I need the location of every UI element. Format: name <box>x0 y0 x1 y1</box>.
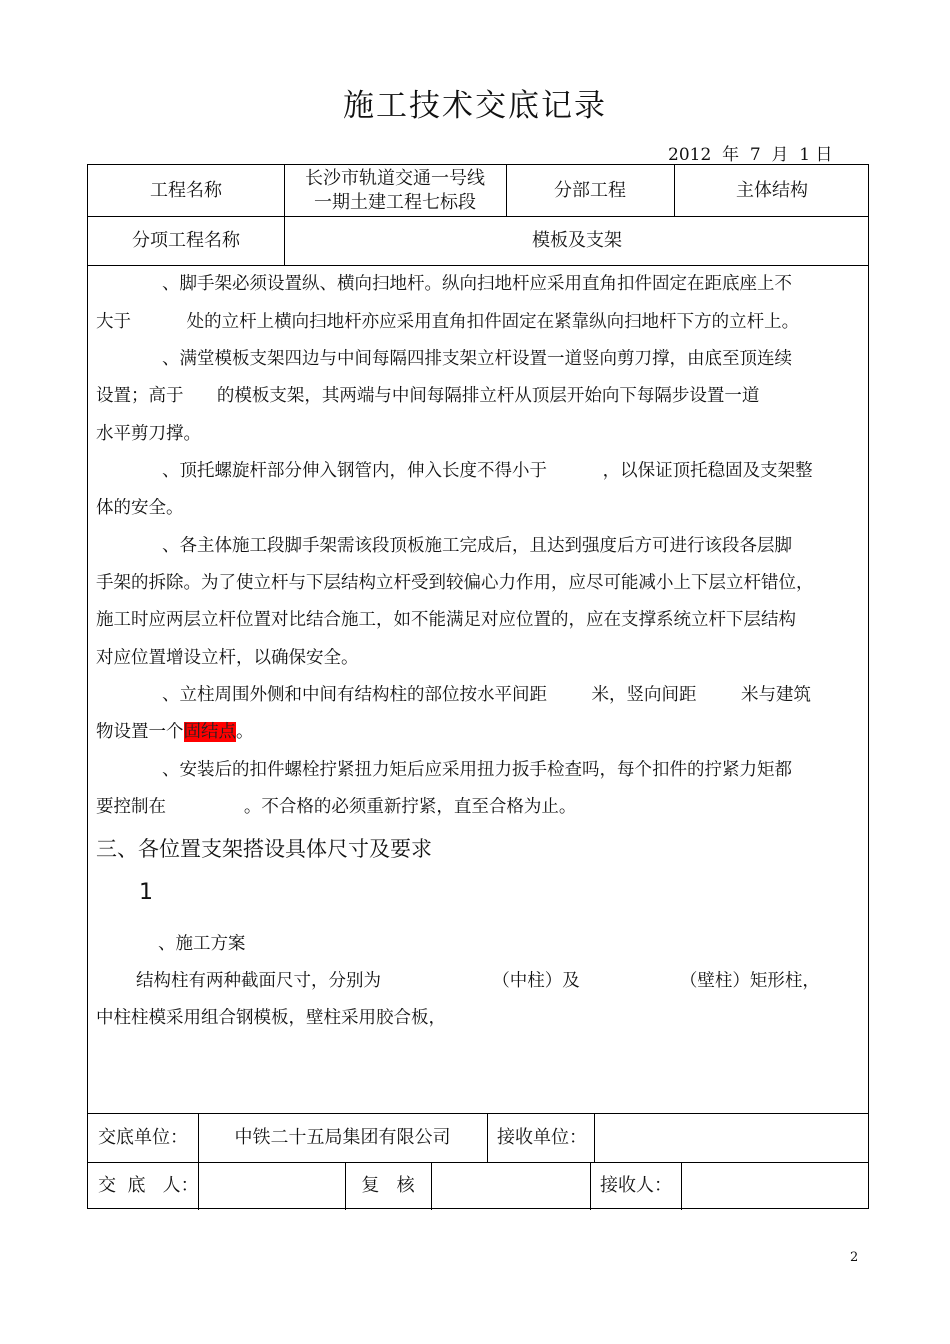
body-line-with-highlight <box>96 720 254 744</box>
text-before-highlight: 物设置一个 <box>96 722 184 742</box>
body-line: 施工时应两层立杆位置对比结合施工，如不能满足对应位置的，应在支撑系统立杆下层结构 <box>96 610 796 630</box>
plan-heading: 、施工方案 <box>158 934 246 954</box>
body-line: 设置；高于 的模板支架，其两端与中间每隔排立杆从顶层开始向下每隔步设置一道 <box>96 386 760 406</box>
review-label: 复 核 <box>361 1175 415 1196</box>
subitem-value: 模板及支架 <box>532 229 622 251</box>
body-line: 手架的拆除。为了使立杆与下层结构立杆受到较偏心力作用，应尽可能减小上下层立杆错位， <box>96 573 814 593</box>
issuer-value: 中铁二十五局集团有限公司 <box>234 1126 451 1148</box>
highlighted-text: 固结点 <box>183 722 236 742</box>
discloser-value[interactable] <box>198 1162 345 1210</box>
body-line: 对应位置增设立杆，以确保安全。 <box>96 648 359 668</box>
section-heading: 三、各位置支架搭设具体尺寸及要求 <box>96 837 432 861</box>
division-value: 主体结构 <box>736 179 808 201</box>
division-label: 分部工程 <box>554 179 626 201</box>
review-value[interactable] <box>431 1162 590 1210</box>
body-line: 水平剪刀撑。 <box>96 424 201 444</box>
discloser-label: 交 底 人： <box>98 1175 199 1196</box>
issuer-label: 交底单位： <box>98 1126 188 1148</box>
record-date: 2012 年 7 月 1 日 <box>668 145 833 165</box>
page-title: 施工技术交底记录 <box>343 88 607 124</box>
body-line: 、安装后的扣件螺栓拧紧扭力矩后应采用扭力扳手检查吗，每个扣件的拧紧力矩都 <box>162 760 792 780</box>
body-line: 体的安全。 <box>96 498 184 518</box>
receiver-value[interactable] <box>681 1162 870 1210</box>
project-name-value <box>284 165 506 216</box>
plan-line: 中柱柱模采用组合钢模板，壁柱采用胶合板， <box>96 1008 446 1028</box>
receiver-unit-value[interactable] <box>594 1113 870 1162</box>
text-after-highlight: 。 <box>236 722 254 742</box>
body-line: 、各主体施工段脚手架需该段顶板施工完成后，且达到强度后方可进行该段各层脚 <box>162 536 792 556</box>
body-line: 、立柱周围外侧和中间有结构柱的部位按水平间距 米，竖向间距 米与建筑 <box>162 685 812 705</box>
project-name-label: 工程名称 <box>150 179 222 201</box>
body-line: 、脚手架必须设置纵、横向扫地杆。纵向扫地杆应采用直角扣件固定在距底座上不 <box>162 274 792 294</box>
project-name-line-2: 一期土建工程七标段 <box>314 191 476 213</box>
section-number: 1 <box>139 880 153 905</box>
body-line: 要控制在 。不合格的必须重新拧紧，直至合格为止。 <box>96 797 577 817</box>
body-line: 、满堂模板支架四边与中间每隔四排支架立杆设置一道竖向剪刀撑，由底至顶连续 <box>162 349 792 369</box>
page-number: 2 <box>850 1250 859 1265</box>
project-name-line-1: 长沙市轨道交通一号线 <box>305 167 485 189</box>
row-divider <box>88 265 868 266</box>
plan-line: 结构柱有两种截面尺寸，分别为 （中柱）及 （壁柱）矩形柱， <box>136 971 820 991</box>
body-line: 大于 处的立杆上横向扫地杆亦应采用直角扣件固定在紧靠纵向扫地杆下方的立杆上。 <box>96 312 800 332</box>
subitem-label: 分项工程名称 <box>132 229 240 251</box>
body-line: 、顶托螺旋杆部分伸入钢管内，伸入长度不得小于 ，以保证顶托稳固及支架整 <box>162 461 813 481</box>
receiver-label: 接收人： <box>600 1175 672 1196</box>
receiver-unit-label: 接收单位： <box>497 1126 587 1148</box>
